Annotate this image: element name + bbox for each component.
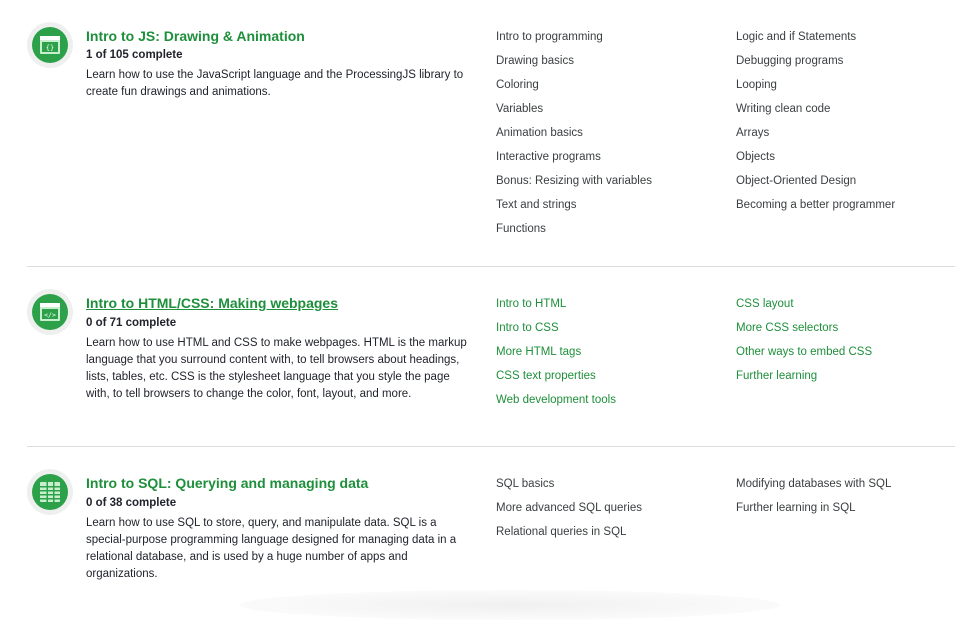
topic-link[interactable]: Objects [736,151,775,163]
topic-link[interactable]: Logic and if Statements [736,31,857,43]
section-divider [27,446,955,447]
course-intro-sql [0,469,979,599]
topic-link[interactable]: Object-Oriented Design [736,175,857,187]
topic-link[interactable]: SQL basics [496,478,555,490]
topic-link[interactable]: Further learning in SQL [736,502,856,514]
course-intro-js [0,22,979,252]
topic-link[interactable]: Arrays [736,127,770,139]
topic-link[interactable]: Intro to CSS [496,322,559,334]
course-progress: 0 of 38 complete [86,497,177,509]
topic-list-left [496,28,652,244]
course-intro-html-css [0,289,979,439]
svg-text:{}: {} [45,44,55,52]
topic-link[interactable]: CSS layout [736,298,794,310]
course-description: Learn how to use the JavaScript language and the ProcessingJS library to create fun drawings and animations. [86,69,464,98]
topic-list-right [736,28,895,220]
course-title[interactable]: Intro to JS: Drawing & Animation [86,28,305,44]
database-table-icon [32,474,68,510]
bottom-shadow [240,590,780,620]
topic-link[interactable]: Drawing basics [496,55,574,67]
topic-link[interactable]: Variables [496,103,544,115]
topic-list-right [736,295,872,391]
topic-link[interactable]: Other ways to embed CSS [736,346,873,358]
code-braces-icon [32,27,68,63]
topic-link[interactable]: Intro to HTML [496,298,567,310]
course-progress: 0 of 71 complete [86,317,177,329]
topic-link[interactable]: Looping [736,79,777,91]
code-tag-icon [32,294,68,330]
topic-link[interactable]: Debugging programs [736,55,844,67]
topic-link[interactable]: Intro to programming [496,31,603,43]
topic-link[interactable]: Modifying databases with SQL [736,478,892,490]
topic-link[interactable]: Writing clean code [736,103,831,115]
topic-link[interactable]: More HTML tags [496,346,582,358]
topic-link[interactable]: Bonus: Resizing with variables [496,175,652,187]
topic-link[interactable]: Interactive programs [496,151,601,163]
topic-link[interactable]: Further learning [736,370,818,382]
svg-text:</>: </> [44,311,56,319]
topic-link[interactable]: Web development tools [496,394,616,406]
course-description: Learn how to use SQL to store, query, and manipulate data. SQL is a special-purpose programming language designed for managing data in a relational database, and is used by a huge number of apps and organizations. [86,517,457,580]
topic-link[interactable]: Functions [496,223,546,235]
topic-link[interactable]: Coloring [496,79,539,91]
course-description: Learn how to use HTML and CSS to make webpages. HTML is the markup language that you surround content with, to tell browsers about headings, lists, tables, etc. CSS is the stylesheet language that you style the page with, to tell browsers to change the color, font, layout, and more. [86,337,467,400]
topic-link[interactable]: More advanced SQL queries [496,502,642,514]
topic-link[interactable]: CSS text properties [496,370,596,382]
topic-link[interactable]: More CSS selectors [736,322,839,334]
course-icon-badge[interactable] [27,22,73,68]
topic-list-right [736,475,891,523]
section-divider [27,266,955,267]
topic-link[interactable]: Text and strings [496,199,577,211]
topic-list-left [496,475,642,547]
topic-list-left [496,295,616,415]
course-progress: 1 of 105 complete [86,49,183,61]
course-icon-badge[interactable] [27,469,73,515]
course-title[interactable]: Intro to HTML/CSS: Making webpages [86,295,339,311]
topic-link[interactable]: Becoming a better programmer [736,199,896,211]
topic-link[interactable]: Relational queries in SQL [496,526,627,538]
course-icon-badge[interactable] [27,289,73,335]
course-title[interactable]: Intro to SQL: Querying and managing data [86,475,369,491]
topic-link[interactable]: Animation basics [496,127,583,139]
